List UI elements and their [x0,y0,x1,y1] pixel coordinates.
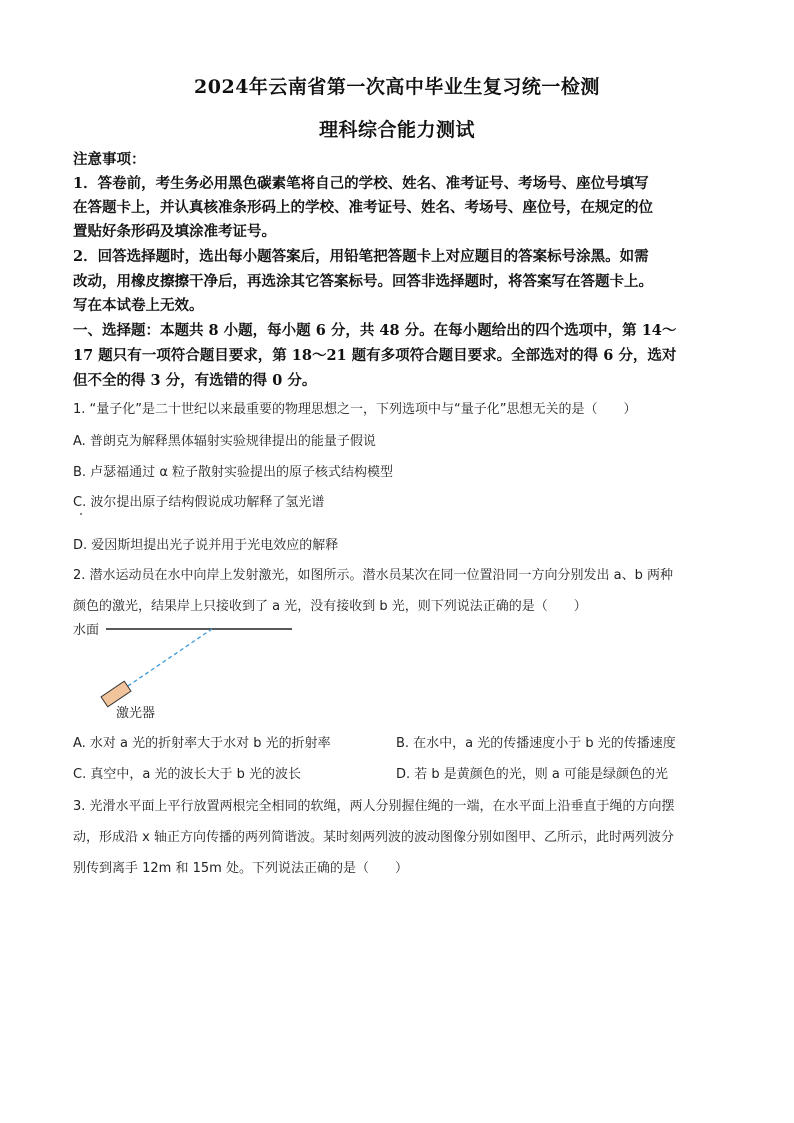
question-1-option-c: C. 波尔提出原子结构假说成功解释了氢光谱 [73,495,325,510]
question-2-option-d: D. 若 b 是黄颜色的光，则 a 可能是绿颜色的光 [396,767,669,782]
notice-line: 在答题卡上，并认真核准条形码上的学校、准考证号、姓名、考场号、座位号，在规定的位 [73,199,653,216]
question-2-stem-line: 颜色的激光，结果岸上只接收到了 a 光，没有接收到 b 光，则下列说法正确的是（ ） [73,599,587,614]
laser-device [101,681,131,707]
laser-label: 激光器 [116,706,156,721]
question-1-option-a: A. 普朗克为解释黑体辐射实验规律提出的能量子假说 [73,434,376,449]
question-2-option-c: C. 真空中，a 光的波长大于 b 光的波长 [73,767,301,782]
notice-line: 2．回答选择题时，选出每小题答案后，用铅笔把答题卡上对应题目的答案标号涂黑。如需 [73,248,649,265]
water-surface-label: 水面 [73,623,100,638]
question-3-stem-line: 动，形成沿 x 轴正方向传播的两列简谐波。某时刻两列波的波动图像分别如图甲、乙所示，此时两列波分 [73,830,674,845]
laser-beam [122,629,212,690]
laser-device-body [101,681,131,707]
question-2-option-a: A. 水对 a 光的折射率大于水对 b 光的折射率 [73,736,331,751]
notice-line: 置贴好条形码及填涂准考证号。 [73,223,276,240]
question-1-stem: 1. “量子化”是二十世纪以来最重要的物理思想之一，下列选项中与“量子化”思想无关的是（ ） [73,402,637,417]
notice-line: 写在本试卷上无效。 [73,297,204,314]
exam-subtitle: 理科综合能力测试 [318,119,475,141]
notice-line: 1．答卷前，考生务必用黑色碳素笔将自己的学校、姓名、准考证号、考场号、座位号填写 [73,175,649,192]
question-3-stem-line: 别传到离手 12m 和 15m 处。下列说法正确的是（ ） [73,861,408,876]
section-instruction: 但不全的得 3 分，有选错的得 0 分。 [73,372,317,389]
question-2-option-b: B. 在水中，a 光的传播速度小于 b 光的传播速度 [396,736,676,751]
notice-heading: 注意事项： [73,151,146,168]
question-2-stem-line: 2. 潜水运动员在水中向岸上发射激光，如图所示。潜水员某次在同一位置沿同一方向分别发出 a、b 两种 [73,568,674,583]
section-instruction: 17 题只有一项符合题目要求，第 18～21 题有多项符合题目要求。全部选对的得 6 分，选对 [73,347,677,364]
section-instruction: 一、选择题：本题共 8 小题，每小题 6 分，共 48 分。在每小题给出的四个选项中，第 14～ [73,322,677,339]
notice-line: 改动，用橡皮擦擦干净后，再选涂其它答案标号。回答非选择题时，将答案写在答题卡上。 [73,273,653,290]
question-3-stem-line: 3. 光滑水平面上平行放置两根完全相同的软绳，两人分别握住绳的一端，在水平面上沿垂直于绳的方向摆 [73,799,675,814]
question-1-option-d: D. 爱因斯坦提出光子说并用于光电效应的解释 [73,538,339,553]
exam-title: 2024年云南省第一次高中毕业生复习统一检测 [194,76,600,98]
question-1-option-b: B. 卢瑟福通过 α 粒子散射实验提出的原子核式结构模型 [73,465,394,480]
